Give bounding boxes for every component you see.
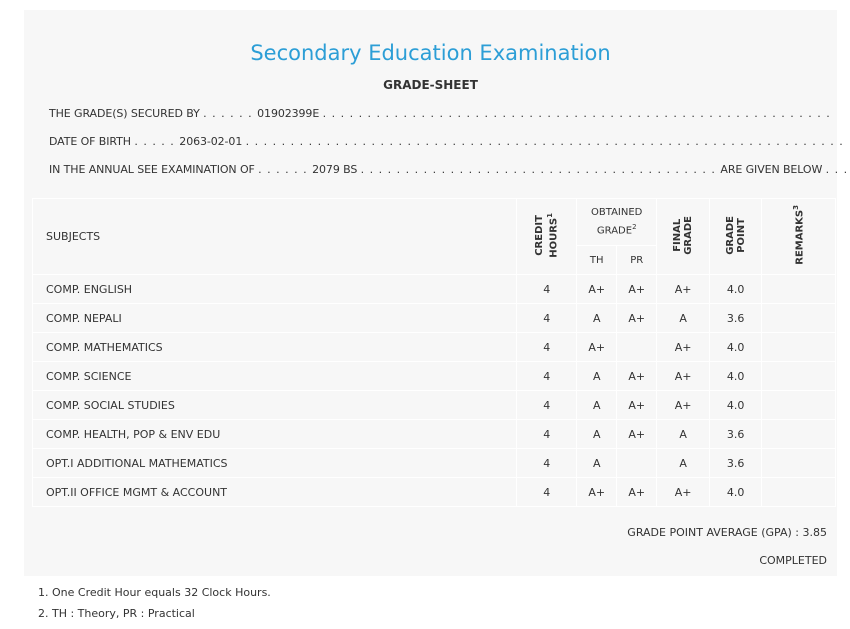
status-label: COMPLETED — [759, 554, 827, 567]
dob-value: 2063-02-01 — [179, 135, 243, 148]
final-grade-header — [657, 199, 710, 275]
remarks-header — [762, 199, 836, 275]
th-grade-cell: A+ — [577, 478, 617, 507]
exam-label: IN THE ANNUAL SEE EXAMINATION OF — [49, 163, 255, 176]
th-grade-cell: A — [577, 304, 617, 333]
pr-grade-cell: A+ — [617, 420, 657, 449]
credit-hours-header — [517, 199, 577, 275]
grade-footnote-mark: 2 — [632, 222, 637, 231]
table-row — [33, 333, 836, 362]
subject-cell: COMP. HEALTH, POP & ENV EDU — [33, 420, 517, 449]
table-row — [33, 362, 836, 391]
subject-cell: OPT.I ADDITIONAL MATHEMATICS — [33, 449, 517, 478]
obtained-label: OBTAINED — [591, 206, 643, 218]
remarks-header-label: REMARKS — [794, 210, 806, 265]
grade-point-cell: 3.6 — [710, 304, 762, 333]
th-header: TH — [577, 246, 617, 275]
credit-hours-header-label: CREDIT HOURS — [534, 214, 560, 258]
pr-grade-cell — [617, 449, 657, 478]
final-grade-header-label: FINAL GRADE — [672, 215, 695, 255]
date-of-birth-line: DATE OF BIRTH . . . . . 2063-02-01 . . . . . . . . . . . . . . . . . . . . . . . . . . . . . . . . . . . . . . . . . . . . . . . . . . . . . . . . . . . . . . . . . . . — [49, 135, 844, 148]
remarks-cell — [762, 420, 836, 449]
remarks-cell — [762, 391, 836, 420]
remarks-cell — [762, 478, 836, 507]
th-grade-cell: A+ — [577, 333, 617, 362]
credit-hours-cell: 4 — [517, 304, 577, 333]
final-grade-cell: A+ — [657, 362, 710, 391]
credit-hours-cell: 4 — [517, 420, 577, 449]
grade-point-cell: 4.0 — [710, 362, 762, 391]
final-grade-cell: A — [657, 304, 710, 333]
th-grade-cell: A — [577, 420, 617, 449]
secured-by-line: THE GRADE(S) SECURED BY . . . . . . 01902399E . . . . . . . . . . . . . . . . . . . . . . . . . . . . . . . . . . . . . . . . . . . . . . . . . . . . . . . . . — [49, 107, 831, 120]
th-grade-cell: A+ — [577, 275, 617, 304]
credit-hours-footnote-mark: 1 — [546, 212, 555, 218]
footnote-credit-hours: 1. One Credit Hour equals 32 Clock Hours. — [38, 586, 271, 599]
grade-label: GRADE — [596, 225, 633, 237]
table-row — [33, 420, 836, 449]
pr-grade-cell: A+ — [617, 362, 657, 391]
grade-point-header — [710, 199, 762, 275]
remarks-cell — [762, 304, 836, 333]
pr-grade-cell: A+ — [617, 275, 657, 304]
final-grade-cell: A — [657, 449, 710, 478]
grades-table — [32, 198, 836, 507]
gpa-summary — [627, 526, 827, 539]
grade-sheet-heading: GRADE-SHEET — [383, 78, 478, 92]
remarks-cell — [762, 362, 836, 391]
pr-grade-cell — [617, 333, 657, 362]
grade-point-cell: 3.6 — [710, 420, 762, 449]
table-row — [33, 449, 836, 478]
subject-cell: COMP. NEPALI — [33, 304, 517, 333]
credit-hours-cell: 4 — [517, 478, 577, 507]
exam-year: 2079 BS — [312, 163, 358, 176]
credit-hours-cell: 4 — [517, 449, 577, 478]
credit-hours-cell: 4 — [517, 275, 577, 304]
pr-header: PR — [617, 246, 657, 275]
final-grade-cell: A+ — [657, 333, 710, 362]
subject-cell: COMP. SOCIAL STUDIES — [33, 391, 517, 420]
th-grade-cell: A — [577, 449, 617, 478]
table-row — [33, 391, 836, 420]
grade-point-cell: 3.6 — [710, 449, 762, 478]
footnotes — [24, 576, 837, 629]
page-title: Secondary Education Examination — [250, 41, 611, 65]
secured-by-label: THE GRADE(S) SECURED BY — [49, 107, 200, 120]
remarks-cell — [762, 275, 836, 304]
remarks-footnote-mark: 3 — [792, 205, 801, 210]
gpa-value: 3.85 — [802, 526, 827, 539]
remarks-cell — [762, 333, 836, 362]
grade-point-header-label: GRADE POINT — [724, 215, 747, 255]
final-grade-cell: A+ — [657, 275, 710, 304]
credit-hours-cell: 4 — [517, 362, 577, 391]
subject-cell: COMP. ENGLISH — [33, 275, 517, 304]
symbol-number: 01902399E — [257, 107, 320, 120]
grade-point-cell: 4.0 — [710, 391, 762, 420]
dob-label: DATE OF BIRTH — [49, 135, 131, 148]
credit-hours-cell: 4 — [517, 333, 577, 362]
final-grade-cell: A+ — [657, 478, 710, 507]
obtained-grade-header — [577, 199, 657, 246]
final-grade-cell: A+ — [657, 391, 710, 420]
subject-cell: COMP. SCIENCE — [33, 362, 517, 391]
grade-point-cell: 4.0 — [710, 333, 762, 362]
subject-cell: OPT.II OFFICE MGMT & ACCOUNT — [33, 478, 517, 507]
pr-grade-cell: A+ — [617, 478, 657, 507]
credit-hours-cell: 4 — [517, 391, 577, 420]
grades-table-body — [33, 275, 836, 507]
table-row — [33, 478, 836, 507]
grade-sheet — [24, 10, 849, 629]
table-header-row — [33, 199, 836, 246]
th-grade-cell: A — [577, 391, 617, 420]
th-grade-cell: A — [577, 362, 617, 391]
final-grade-cell: A — [657, 420, 710, 449]
footnote-th-pr: 2. TH : Theory, PR : Practical — [38, 607, 195, 620]
pr-grade-cell: A+ — [617, 391, 657, 420]
gpa-label: GRADE POINT AVERAGE (GPA) : — [627, 526, 799, 539]
grade-point-cell: 4.0 — [710, 275, 762, 304]
exam-line: IN THE ANNUAL SEE EXAMINATION OF . . . . . . 2079 BS . . . . . . . . . . . . . . . . . . . . . . . . . . . . . . . . . . . . . . . . ARE GIVEN BELOW . . . — [49, 163, 849, 176]
exam-suffix: ARE GIVEN BELOW — [720, 163, 823, 176]
pr-grade-cell: A+ — [617, 304, 657, 333]
subjects-header: SUBJECTS — [33, 199, 517, 275]
subject-cell: COMP. MATHEMATICS — [33, 333, 517, 362]
table-row — [33, 275, 836, 304]
grade-point-cell: 4.0 — [710, 478, 762, 507]
table-row — [33, 304, 836, 333]
remarks-cell — [762, 449, 836, 478]
